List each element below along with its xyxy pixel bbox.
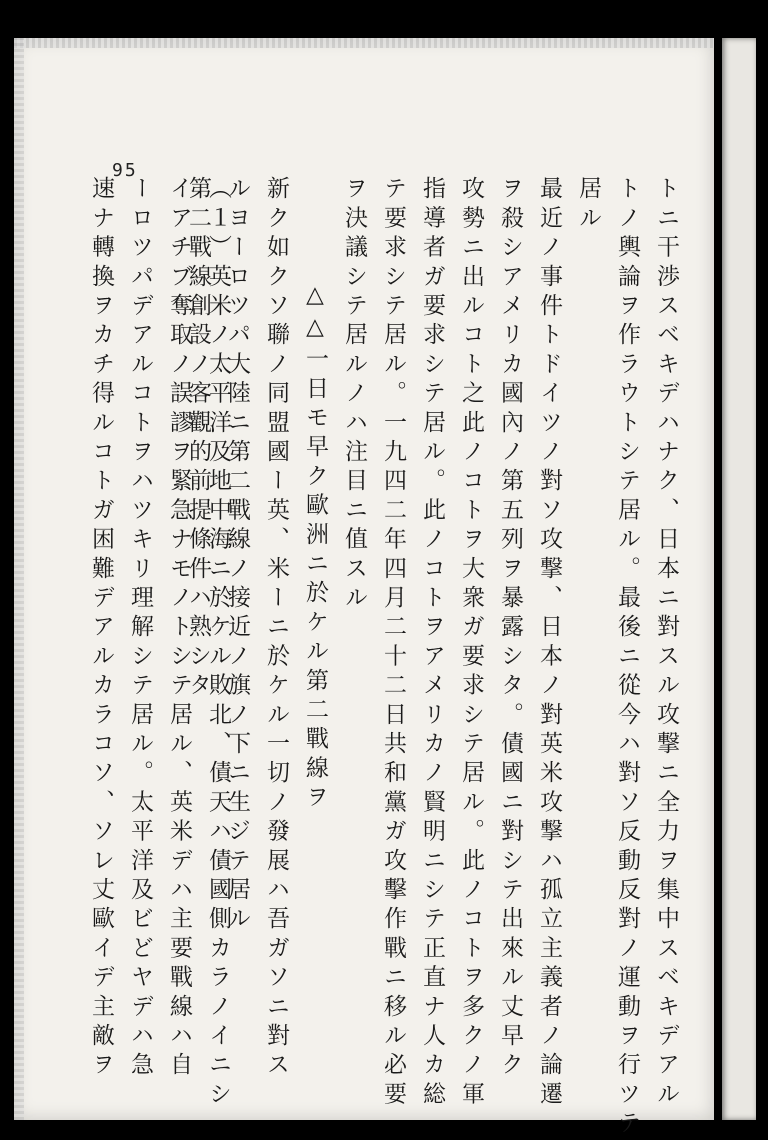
section-heading: △△一日モ早ク歐洲ニ於ケル第二戰線ヲ [302, 282, 328, 814]
text-column: 指導者ガ要求シテ居ル。此ノコトヲアメリカノ賢明ニシテ正直ナ人カ総 [419, 176, 445, 1111]
text-column: トノ輿論ヲ作ラウトシテ居ル。最後ニ從今ハ對ソ反動反對ノ運動ヲ行ツテ [614, 176, 640, 1140]
text-column: 攻勢ニ出ルコト之此ノコトヲ大衆ガ要求シテ居ル。此ノコトヲ多クノ軍 [458, 176, 484, 1111]
text-column: 第二戰線創設ノ客觀的前提條件ハ熟シタ [185, 176, 211, 702]
text-column: テ要求シテ居ル。一九四二年四月二十二日共和黨ガ攻擊作戰ニ移ル必要 [380, 176, 406, 1111]
text-column: 最近ノ事件トドイツノ對ソ攻撃、日本ノ對英米攻撃ハ孤立主義者ノ論遷 [536, 176, 562, 1111]
text-column: 居ル [575, 176, 601, 235]
text-column: 速ナ轉換ヲカチ得ルコトガ困難デアルカラコソ、ソレ丈歐イデ主敵ヲ [88, 176, 114, 1082]
text-column: ヲ殺シアメリカ國內ノ第五列ヲ暴露シタ。債國ニ對シテ出來ル丈早ク [497, 176, 523, 1082]
text-column: 新ク如クソ聯ノ同盟國ー英、米ーニ於ケル一切ノ發展ハ吾ガソニ對ス [263, 176, 289, 1082]
text-column: ルヨーロツパ大陸ニ第二戰線ノ接近ノ旗ノ下ニ生ジテ居ル [224, 176, 250, 936]
page-number: 95 [112, 160, 138, 181]
text-column: ーロツパデアルコトヲハツキリ理解シテ居ル。太平洋及ビどヤデハ急 [127, 176, 153, 1082]
text-column: ヲ決議シテ居ルノハ注目ニ值スル [341, 176, 367, 614]
text-column: （１）英米ノ太平洋及地中海ニ於ケル敗北、債天ハ債國側カラノイニシ [205, 176, 231, 1111]
text-column: イアチブ奪取ノ誤謬ヲ緊急ナモノトシテ居ル、英米デハ主要戰線ハ自 [166, 176, 192, 1082]
text-column: トニ干渉スベキデハナク、日本ニ對スル攻撃ニ全力ヲ集中スベキデアル [653, 176, 679, 1111]
adjacent-page-edge [722, 38, 756, 1120]
